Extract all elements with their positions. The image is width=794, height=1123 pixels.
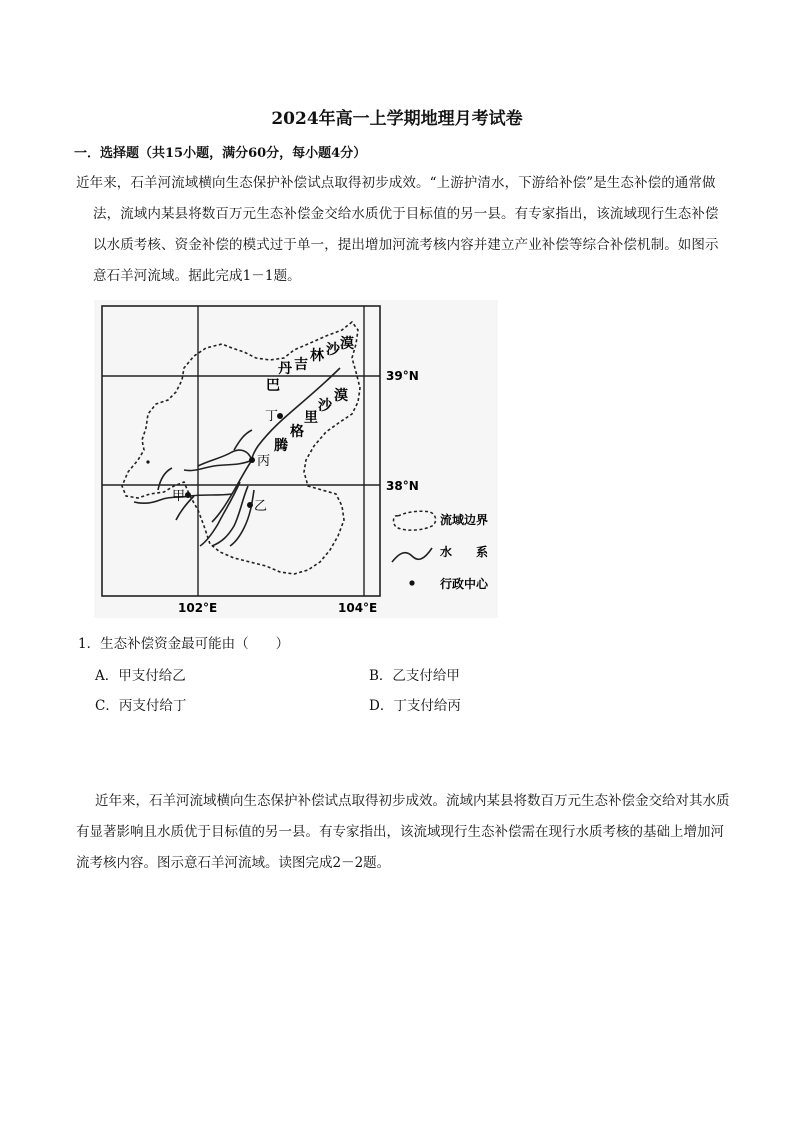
shiyang-river-map: [94, 300, 498, 618]
place-label-jia: 甲: [172, 489, 186, 504]
place-label-bing: 丙: [257, 454, 271, 469]
label-39n: 39°N: [386, 369, 419, 383]
question-1-option-b[interactable]: B．乙支付给甲: [369, 668, 460, 684]
place-label-yi: 乙: [254, 499, 268, 514]
desert1-char-1: 巴: [266, 378, 280, 394]
intro-paragraph-1: [76, 168, 726, 292]
map-small-dot: [146, 460, 149, 463]
desert2-char-2: 格: [290, 424, 304, 440]
legend-boundary-label: 流域边界: [440, 513, 489, 527]
desert1-char-5: 沙: [326, 342, 340, 358]
label-104e: 104°E: [338, 601, 378, 615]
intro-paragraph-1-text: 近年来，石羊河流域横向生态保护补偿试点取得初步成效。“上游护清水，下游给补偿”是生态补偿的通常做法，流域内某县将数百万元生态补偿金交给水质优于目标值的另一县。有专家指出，该流域现行生态补偿以水质考核、资金补偿的模式过于单一，提出增加河流考核内容并建立产业补偿等综合补偿机制。如图示意石羊河流域。据此完成1－1题。: [76, 175, 719, 284]
question-1-option-c[interactable]: C．丙支付给丁: [95, 698, 187, 714]
legend-center-icon: [409, 580, 414, 585]
label-38n: 38°N: [386, 479, 419, 493]
desert2-char-4: 沙: [318, 398, 332, 414]
admin-center-bing: [249, 457, 255, 463]
desert2-char-1: 腾: [274, 438, 288, 454]
place-label-ding: 丁: [265, 409, 279, 424]
legend-center-label: 行政中心: [440, 577, 489, 591]
question-1-option-d[interactable]: D．丁支付给丙: [369, 698, 461, 714]
question-1-stem: 1．生态补偿资金最可能由（ ）: [78, 636, 290, 652]
admin-center-yi: [247, 502, 253, 508]
desert2-char-3: 里: [304, 410, 318, 426]
desert1-char-4: 林: [310, 348, 324, 364]
desert1-char-6: 漠: [340, 336, 354, 352]
legend-water-label: 水 系: [440, 545, 489, 559]
label-102e: 102°E: [178, 601, 218, 615]
intro-paragraph-2: 近年来，石羊河流域横向生态保护补偿试点取得初步成效。流域内某县将数百万元生态补偿金交给对其水质有显著影响且水质优于目标值的另一县。有专家指出，该流域现行生态补偿需在现行水质考核的基础上增加河流考核内容。图示意石羊河流域。读图完成2－2题。: [76, 793, 730, 871]
desert1-char-2: 丹: [278, 361, 292, 377]
question-1-option-a[interactable]: A．甲支付给乙: [95, 668, 186, 684]
desert2-char-5: 漠: [334, 388, 348, 404]
desert1-char-3: 吉: [294, 357, 308, 373]
map-svg: [94, 300, 498, 618]
section-heading: 一．选择题（共15小题，满分60分，每小题4分）: [74, 146, 367, 161]
exam-title: 2024年高一上学期地理月考试卷: [271, 109, 523, 129]
admin-center-jia: [185, 492, 191, 498]
